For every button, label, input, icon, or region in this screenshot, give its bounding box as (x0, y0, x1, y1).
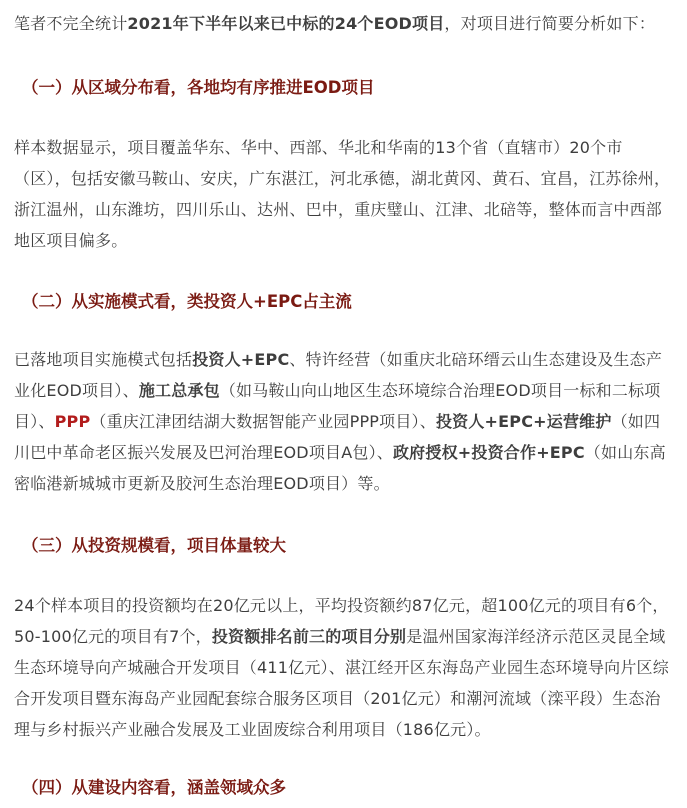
section-1-paragraph: 样本数据显示，项目覆盖华东、华中、西部、华北和华南的13个省（直辖市）20个市（区），包括安徽马鞍山、安庆，广东湛江，河北承德，湖北黄冈、黄石、宜昌，江苏徐州，浙江温州，山东潍坊，四川乐山、达州、巴中，重庆璧山、江津、北碚等，整体而言中西部地区项目偏多。 (14, 138, 671, 250)
intro-text-c: ，对项目进行简要分析如下： (444, 14, 656, 33)
sec3-text-2: 是温州国家海洋经济示范区灵昆全域生态环境导向产城融合开发项目（411亿元）、湛江经开区东海岛产业园生态环境导向片区综合开发项目暨东海岛产业园配套综合服务区项目（201亿元）和潮河流域（滦平段）生态治理与乡村振兴产业融合发展及工业固废综合利用项目（186亿元）。 (14, 627, 669, 739)
sec2-bold-2: 施工总承包 (138, 381, 220, 400)
sec3-bold-1: 投资额排名前三的项目分别 (211, 627, 407, 646)
section-1-heading: （一）从区域分布看，各地均有序推进EOD项目 (22, 78, 375, 97)
sec2-bold-1: 投资人+EPC (192, 350, 290, 369)
sec2-text-4: （重庆江津团结湖大数据智能产业园PPP项目）、 (90, 412, 436, 431)
section-4-heading: （四）从建设内容看，涵盖领域众多 (22, 778, 286, 797)
sec2-bold-5: 政府授权+投资合作+EPC (392, 443, 585, 462)
sec2-bold-4: 投资人+EPC+运营维护 (435, 412, 612, 431)
section-2-paragraph (14, 344, 675, 499)
sec2-text-5: （如四川巴中革命老区振兴发展及巴河治理EOD项目A包）、 (14, 412, 661, 462)
section-3-heading: （三）从投资规模看，项目体量较大 (22, 536, 286, 555)
section-3-paragraph (14, 590, 675, 745)
intro-highlight: 2021年下半年以来已中标的24个EOD项目 (127, 14, 445, 33)
sec2-text-6: （如山东高密临港新城城市更新及胶河生态治理EOD项目）等。 (14, 443, 666, 493)
sec2-text-1: 已落地项目实施模式包括 (14, 350, 193, 369)
intro-paragraph (14, 8, 675, 39)
intro-text-a: 笔者不完全统计 (14, 14, 128, 33)
sec2-bold-3: PPP (54, 412, 91, 431)
sec2-text-3: （如马鞍山向山地区生态环境综合治理EOD项目一标和二标项目）、 (14, 381, 661, 431)
sec2-text-2: 、特许经营（如重庆北碚环缙云山生态建设及生态产业化EOD项目）、 (14, 350, 663, 400)
sec3-text-1: 24个样本项目的投资额均在20亿元以上，平均投资额约87亿元，超100亿元的项目有6个，50-100亿元的项目有7个， (14, 596, 669, 646)
section-2-heading: （二）从实施模式看，类投资人+EPC占主流 (22, 292, 352, 311)
